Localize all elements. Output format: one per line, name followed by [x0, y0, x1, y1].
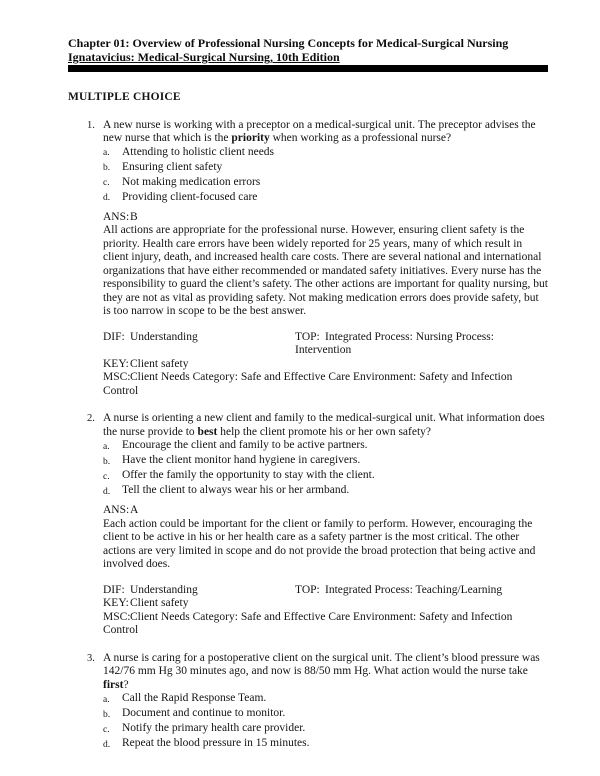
- option-text: Repeat the blood pressure in 15 minutes.: [122, 737, 310, 749]
- rationale: Each action could be important for the client or family to perform. However, encouraging the client to be active in his or her health care as a safety partner is the most critical. The other actions are very limited in scope and do not provide the broad protection that being active and involved does.: [103, 517, 536, 570]
- option-text: Encourage the client and family to be active partners.: [122, 439, 368, 451]
- option-text: Tell the client to always wear his or her armband.: [122, 484, 350, 496]
- option-d: [103, 191, 548, 206]
- ans-label: ANS:: [103, 504, 130, 516]
- option-letter: d.: [103, 739, 111, 750]
- stem-bold-word: first: [103, 678, 124, 691]
- dif-top-row: [103, 331, 548, 358]
- question-3-number: 3.: [87, 652, 95, 664]
- answer-line: [103, 504, 548, 518]
- option-a: [103, 146, 548, 161]
- msc-label: MSC:: [103, 371, 131, 383]
- option-letter: b.: [103, 709, 111, 720]
- ans-value: A: [130, 504, 139, 516]
- dif-cell: [103, 331, 295, 358]
- option-letter: c.: [103, 178, 110, 188]
- option-c: [103, 722, 548, 737]
- option-text: Not making medication errors: [122, 175, 261, 188]
- ans-label: ANS:: [103, 210, 130, 223]
- option-d: [103, 737, 548, 752]
- ans-value: B: [130, 210, 138, 223]
- msc-value: Client Needs Category: Safe and Effective Care Environment: Safety and Infection Control: [103, 610, 513, 636]
- option-c: [103, 176, 548, 191]
- msc-label: MSC:: [103, 610, 131, 623]
- option-text: Providing client-focused care: [122, 190, 258, 203]
- option-letter: b.: [103, 163, 111, 173]
- key-label: KEY:: [103, 357, 129, 370]
- stem-text-pre: A new nurse is working with a preceptor on a medical-surgical unit. The preceptor advises the new nurse that which is the: [103, 118, 536, 144]
- option-letter: b.: [103, 456, 111, 467]
- option-text: Document and continue to monitor.: [122, 707, 286, 719]
- msc-row: [103, 371, 548, 398]
- stem-text-post: help the client promote his or her own safety?: [217, 425, 432, 438]
- key-value: Client safety: [130, 597, 189, 609]
- top-label: TOP:: [295, 330, 320, 343]
- stem-text-post: when working as a professional nurse?: [269, 132, 452, 144]
- option-letter: c.: [103, 724, 110, 735]
- key-row: [103, 597, 548, 611]
- option-letter: a.: [103, 694, 110, 705]
- section-heading: MULTIPLE CHOICE: [68, 91, 181, 103]
- msc-value: Client Needs Category: Safe and Effective Care Environment: Safety and Infection Control: [103, 371, 513, 397]
- document-header: [68, 36, 548, 72]
- question-2-number: 2.: [87, 413, 95, 424]
- question-2: [68, 412, 548, 638]
- stem-text-post: ?: [123, 678, 129, 691]
- option-c: [103, 469, 548, 484]
- top-value: Integrated Process: Teaching/Learning: [325, 583, 503, 596]
- question-meta: [103, 584, 548, 638]
- top-cell: [295, 584, 548, 598]
- dif-top-row: [103, 584, 548, 598]
- stem-text-pre: A nurse is caring for a postoperative client on the surgical unit. The client’s blood pressure was 142/76 mm Hg 30 minutes ago, and now is 88/50 mm Hg. What action would the nurse take: [103, 651, 540, 677]
- chapter-title: Chapter 01: Overview of Professional Nursing Concepts for Medical-Surgical Nursing: [68, 36, 509, 50]
- stem-bold-word: best: [197, 425, 218, 438]
- option-text: Ensuring client safety: [122, 160, 223, 173]
- option-text: Notify the primary health care provider.: [122, 722, 306, 734]
- question-1-stem: [103, 119, 548, 146]
- question-2-body: [103, 412, 548, 638]
- question-3-stem: [103, 652, 548, 693]
- key-value: Client safety: [130, 357, 189, 370]
- header-rule: [68, 65, 548, 72]
- option-letter: d.: [103, 193, 111, 203]
- key-row: [103, 358, 548, 372]
- answer-line: [103, 211, 548, 225]
- option-text: Offer the family the opportunity to stay with the client.: [122, 469, 375, 481]
- option-a: [103, 692, 548, 707]
- dif-cell: [103, 584, 295, 598]
- dif-value: Understanding: [130, 583, 198, 596]
- question-1-body: [103, 119, 548, 399]
- option-b: [103, 454, 548, 469]
- rationale: All actions are appropriate for the professional nurse. However, ensuring client safety is the priority. Health care errors have been widely reported for 25 years, many of which result in client injury, death, and increased health care costs. There are several national and international organizations that have either recommended or mandated safety initiatives. Every nurse has the responsibility to guard the client’s safety. The other actions are important for quality nursing, but they are not as vital as providing safety. Not making medication errors does provide safety, but is too narrow in scope to be the best answer.: [103, 224, 548, 317]
- stem-text-pre: A nurse is orienting a new client and family to the medical-surgical unit. What information does the nurse provide to: [103, 412, 545, 438]
- key-label: KEY:: [103, 597, 129, 609]
- option-letter: a.: [103, 148, 110, 158]
- question-1-number: 1.: [87, 119, 95, 131]
- dif-value: Understanding: [130, 330, 198, 343]
- stem-bold-word: priority: [231, 132, 270, 144]
- option-b: [103, 707, 548, 722]
- dif-label: DIF:: [103, 583, 125, 596]
- question-3: [68, 652, 548, 753]
- question-2-stem: [103, 412, 548, 439]
- option-d: [103, 484, 548, 499]
- book-title: Ignatavicius: Medical-Surgical Nursing, 10th Edition: [68, 50, 340, 64]
- top-value: Integrated Process: Nursing Process: Intervention: [295, 330, 494, 356]
- option-a: [103, 439, 548, 454]
- msc-row: [103, 611, 548, 638]
- option-letter: a.: [103, 441, 110, 452]
- question-meta: [103, 331, 548, 399]
- option-text: Attending to holistic client needs: [122, 145, 275, 158]
- option-letter: c.: [103, 471, 110, 482]
- question-3-body: [103, 652, 548, 753]
- option-b: [103, 161, 548, 176]
- option-letter: d.: [103, 486, 111, 497]
- option-text: Have the client monitor hand hygiene in caregivers.: [122, 454, 361, 466]
- top-cell: [295, 331, 548, 358]
- top-label: TOP:: [295, 583, 320, 596]
- option-text: Call the Rapid Response Team.: [122, 692, 267, 704]
- dif-label: DIF:: [103, 330, 125, 343]
- question-1: [68, 119, 548, 399]
